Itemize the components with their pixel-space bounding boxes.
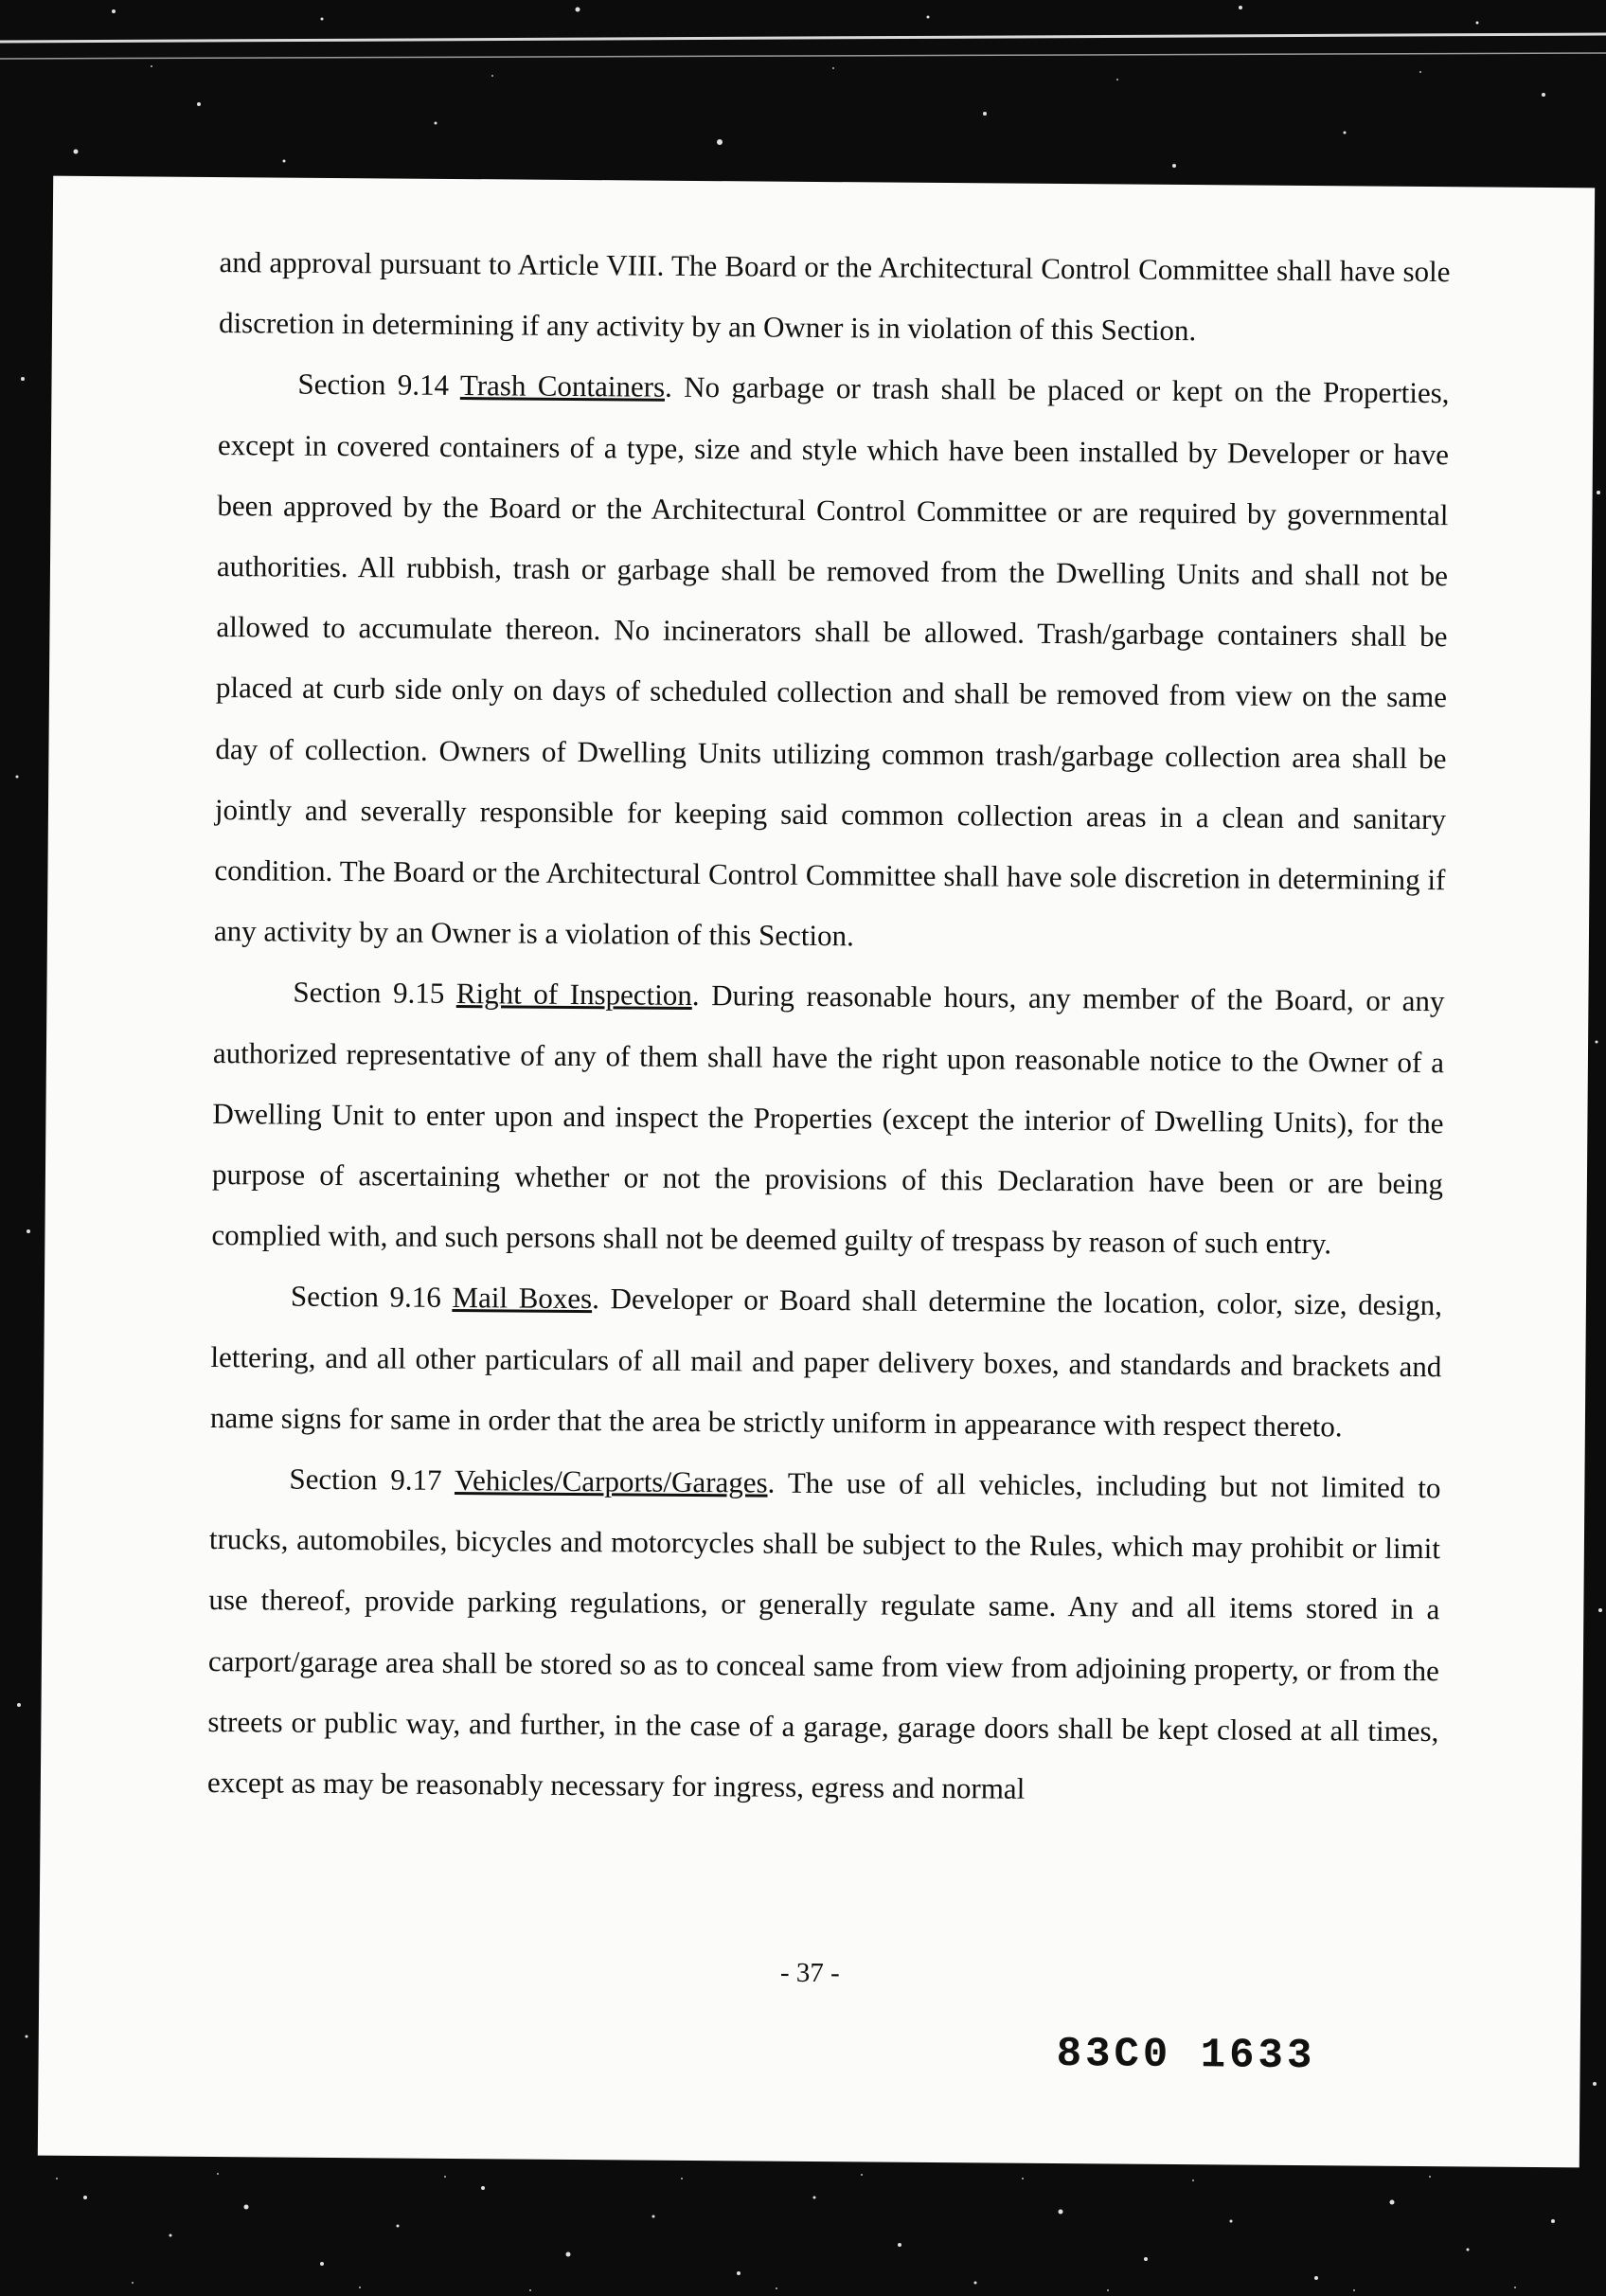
section-9-17: Section 9.17 Vehicles/Carports/Garages. The use of all vehicles, including but not limited to trucks, automobiles, bicycles and motorcycles shall be subject to the Rules, which may prohibit or limit use thereof, provide parking regulations, or generally regulate same. Any and all items stored in a carport/garage area shall be stored so as to conceal same from view from adjoining property, or from the streets or public way, and further, in the case of a garage, garage doors shall be kept closed at all times, except as may be reasonably necessary for ingress, egress and normal [206,1462,1441,1805]
section-body: During reasonable hours, any member of the Board, or any authorized representative of any of them shall have the right upon reasonable notice to the Owner of a Dwelling Unit to enter upon and inspect the Properties (except the interior of Dwelling Units), for the purpose of ascertaining whether or not the provisions of this Declaration have been or are being complied with, and such persons shall not be deemed guilty of trespass by reason of such entry. [211,978,1445,1261]
body-text [207,232,1451,1822]
section-number: Section 9.16 [290,1280,441,1315]
document-page [38,176,1595,2168]
section-title: Mail Boxes [452,1281,593,1316]
section-9-16: Section 9.16 Mail Boxes. Developer or Board shall determine the location, color, size, design, lettering, and all other particulars of all mail and paper delivery boxes, and standards and brackets and name signs for same in order that the area be strictly uniform in appearance with respect thereto. [209,1280,1443,1444]
section-9-15: Section 9.15 Right of Inspection. During reasonable hours, any member of the Board, or any authorized representative of any of them shall have the right upon reasonable notice to the Owner of a Dwelling Unit to enter upon and inspect the Properties (except the interior of Dwelling Units), for the purpose of ascertaining whether or not the provisions of this Declaration have been or are being complied with, and such persons shall not be deemed guilty of trespass by reason of such entry. [211,976,1445,1261]
page-number: - 37 - [779,1957,840,1989]
section-number: Section 9.17 [289,1462,442,1497]
section-title: Vehicles/Carports/Garages [454,1463,768,1499]
section-number: Section 9.15 [293,976,445,1011]
section-title: Trash Containers [459,368,666,404]
section-body: No garbage or trash shall be placed or kept on the Properties, except in covered containers of a type, size and style which have been installed by Developer or have been approved by the Board or the Architectural Control Committee or are required by governmental authorities. All rubbish, trash or garbage shall be removed from the Dwelling Units and shall not be allowed to accumulate thereon. No incinerators shall be allowed. Trash/garbage containers shall be placed at curb side only on days of scheduled collection and shall be removed from view on the same day of collection. Owners of Dwelling Units utilizing common trash/garbage collection area shall be jointly and severally responsible for keeping said common collection areas in a clean and sanitary condition. The Board or the Architectural Control Committee shall have sole discretion in determining if any activity by an Owner is a violation of this Section. [213,370,1450,953]
section-body: The use of all vehicles, including but not limited to trucks, automobiles, bicycles and motorcycles shall be subject to the Rules, which may prohibit or limit use thereof, provide parking regulations, or generally regulate same. Any and all items stored in a carport/garage area shall be stored so as to conceal same from view from adjoining property, or from the streets or public way, and further, in the case of a garage, garage doors shall be kept closed at all times, except as may be reasonably necessary for ingress, egress and normal [206,1465,1441,1805]
section-number: Section 9.14 [297,368,450,403]
continuation-paragraph: and approval pursuant to Article VIII. The Board or the Architectural Control Committee shall have sole discretion in determining if any activity by an Owner is in violation of this Section. [218,245,1451,348]
book-page-stamp: 83C0 1633 [1056,2031,1316,2081]
section-9-14: Section 9.14 Trash Containers. No garbage or trash shall be placed or kept on the Properties, except in covered containers of a type, size and style which have been installed by Developer or have been approved by the Board or the Architectural Control Committee or are required by governmental authorities. All rubbish, trash or garbage shall be removed from the Dwelling Units and shall not be allowed to accumulate thereon. No incinerators shall be allowed. Trash/garbage containers shall be placed at curb side only on days of scheduled collection and shall be removed from view on the same day of collection. Owners of Dwelling Units utilizing common trash/garbage collection area shall be jointly and severally responsible for keeping said common collection areas in a clean and sanitary condition. The Board or the Architectural Control Committee shall have sole discretion in determining if any activity by an Owner is a violation of this Section. [213,368,1450,953]
section-title: Right of Inspection [455,977,693,1013]
section-body: Developer or Board shall determine the location, color, size, design, lettering, and all other particulars of all mail and paper delivery boxes, and standards and brackets and name signs for same in order that the area be strictly uniform in appearance with respect thereto. [209,1282,1443,1444]
